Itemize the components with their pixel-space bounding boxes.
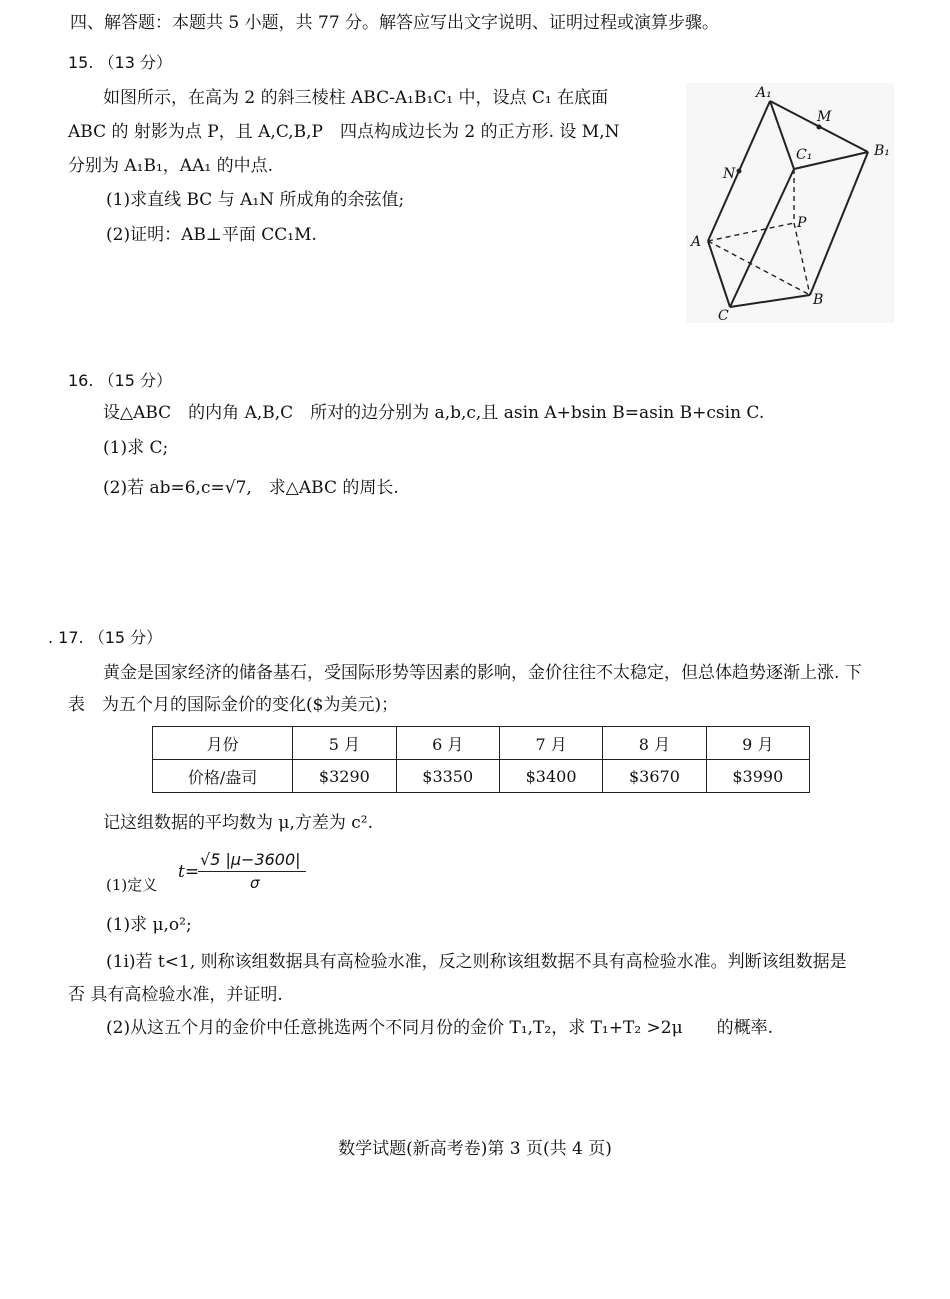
table-cell: $3290 xyxy=(293,760,396,793)
table-cell: $3350 xyxy=(396,760,499,793)
label-c: C xyxy=(718,308,729,323)
table-row xyxy=(153,727,810,760)
q16-number: 16. （15 分） xyxy=(68,371,172,390)
q15-number: 15. （13 分） xyxy=(68,53,172,72)
table-header-cell: 8 月 xyxy=(603,727,706,760)
edge-b1-b xyxy=(810,152,868,295)
edge-c-b xyxy=(730,295,810,307)
fraction-bar xyxy=(198,871,306,872)
label-c1: C₁ xyxy=(796,147,813,163)
q17-sub2-line2: 否 具有高检验水准，并证明. xyxy=(68,985,283,1005)
table-row xyxy=(153,760,810,793)
edge-c1-c xyxy=(730,169,794,307)
q15-part1: (1)求直线 BC 与 A₁N 所成角的余弦值; xyxy=(106,190,405,210)
q16-part2: (2)若 ab=6,c=√7, 求△ABC 的周长. xyxy=(103,478,399,498)
label-b: B xyxy=(813,292,824,308)
table-header-cell: 9 月 xyxy=(706,727,809,760)
point-m xyxy=(817,125,822,130)
t-formula xyxy=(178,850,314,896)
edge-a-p-hidden xyxy=(708,223,794,241)
label-a: A xyxy=(691,234,702,250)
q17-line2: 表 为五个月的国际金价的变化($为美元)； xyxy=(68,695,399,715)
q17-sub1: (1)求 μ,o²; xyxy=(106,915,192,935)
label-n: N xyxy=(723,166,736,182)
label-b1: B₁ xyxy=(874,143,890,159)
q15-part2: (2)证明：AB⊥平面 CC₁M. xyxy=(106,225,317,245)
label-a1: A₁ xyxy=(756,85,772,101)
q17-mean-var: 记这组数据的平均数为 μ,方差为 c². xyxy=(103,813,373,833)
q15-line1: 如图所示，在高为 2 的斜三棱柱 ABC-A₁B₁C₁ 中，设点 C₁ 在底面 xyxy=(103,88,609,108)
label-p: P xyxy=(797,215,807,231)
page-footer: 数学试题(新高考卷)第 3 页(共 4 页) xyxy=(338,1139,612,1159)
q16-line1: 设△ABC 的内角 A,B,C 所对的边分别为 a,b,c,且 asin A+bsin B=asin B+csin C. xyxy=(103,403,765,423)
q15-line3: 分别为 A₁B₁，AA₁ 的中点. xyxy=(68,156,273,176)
q17-number: . 17. （15 分） xyxy=(48,628,163,647)
table-cell: 价格/盎司 xyxy=(153,760,293,793)
formula-numerator: √5 |μ−3600| xyxy=(200,850,301,869)
q17-line1: 黄金是国家经济的储备基石，受国际形势等因素的影响，金价往往不太稳定，但总体趋势逐渐上涨. 下 xyxy=(103,663,862,683)
formula-lhs: t= xyxy=(178,862,200,882)
table-header-cell: 7 月 xyxy=(499,727,602,760)
prism-diagram xyxy=(686,83,894,323)
q15-line2: ABC 的 射影为点 P，且 A,C,B,P 四点构成边长为 2 的正方形. 设 M,N xyxy=(68,122,620,142)
table-cell: $3670 xyxy=(603,760,706,793)
table-header-cell: 月份 xyxy=(153,727,293,760)
gold-price-table xyxy=(152,726,810,793)
table-cell: $3400 xyxy=(499,760,602,793)
table-cell: $3990 xyxy=(706,760,809,793)
label-m: M xyxy=(817,109,832,125)
table-header-cell: 5 月 xyxy=(293,727,396,760)
edge-p-b-hidden xyxy=(794,223,810,295)
formula-denominator: σ xyxy=(250,874,260,892)
q17-define-label: (1)定义 xyxy=(106,876,158,894)
table-header-cell: 6 月 xyxy=(396,727,499,760)
q16-part1: (1)求 C; xyxy=(103,438,169,458)
prism-figure xyxy=(686,83,894,323)
q17-part2: (2)从这五个月的金价中任意挑选两个不同月份的金价 T₁,T₂，求 T₁+T₂ >2μ 的概率. xyxy=(106,1018,774,1038)
q17-sub2-line1: (1i)若 t<1, 则称该组数据具有高检验水准，反之则称该组数据不具有高检验水准。判断该组数据是 xyxy=(106,952,847,972)
section-header: 四、解答题：本题共 5 小题，共 77 分。解答应写出文字说明、证明过程或演算步骤。 xyxy=(70,13,720,33)
point-n xyxy=(737,169,742,174)
